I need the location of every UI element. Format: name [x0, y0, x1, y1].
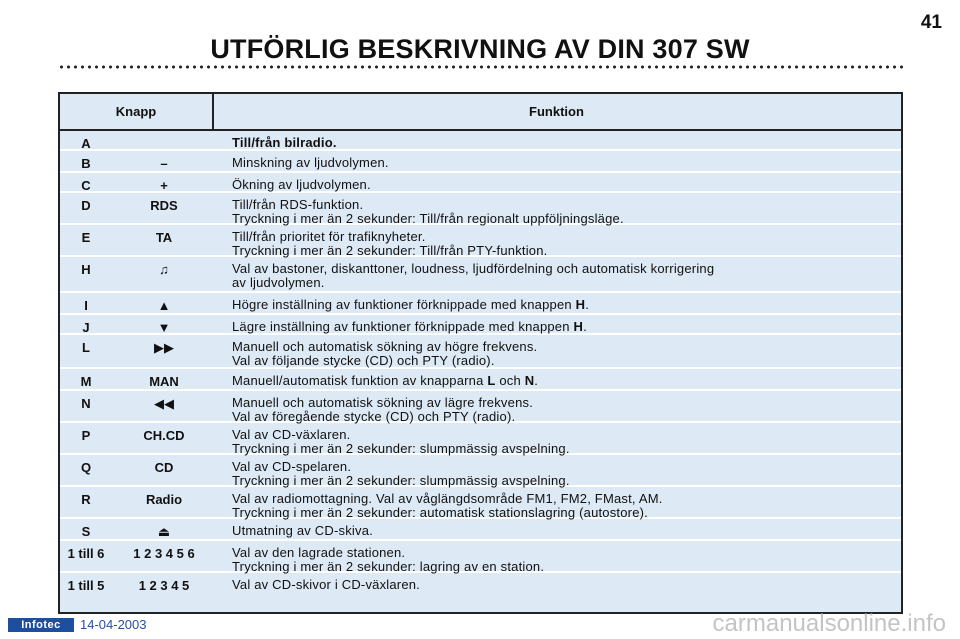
button-symbol: +: [160, 178, 168, 193]
description-line: [232, 546, 895, 560]
description-line: [232, 298, 895, 312]
description-text: .: [585, 297, 590, 312]
function-description: [232, 460, 895, 488]
description-line: [232, 442, 895, 456]
button-letter: N: [81, 396, 91, 411]
description-text: Tryckning i mer än 2 sekunder: slumpmässig avspelning.: [232, 441, 570, 456]
description-line: [232, 506, 895, 520]
button-letter: H: [81, 262, 91, 277]
button-symbol: ▼: [157, 320, 171, 335]
description-text: Till/från bilradio.: [232, 135, 337, 150]
button-symbol: ▲: [157, 298, 171, 313]
button-letter: C: [81, 178, 91, 193]
function-description: [232, 262, 895, 290]
function-description: [232, 340, 895, 368]
description-text: Val av CD-spelaren.: [232, 459, 352, 474]
table-row: [60, 151, 901, 173]
button-letter: L: [82, 340, 90, 355]
description-text: Val av CD-växlaren.: [232, 427, 351, 442]
button-symbol: ◀◀: [154, 396, 174, 411]
dotted-divider: [58, 64, 906, 70]
description-text: och: [495, 373, 525, 388]
description-text: Val av radiomottagning. Val av våglängdsområde FM1, FM2, FMast, AM.: [232, 491, 663, 506]
description-text: Minskning av ljudvolymen.: [232, 155, 389, 170]
table-row: [60, 541, 901, 573]
table-row: [60, 391, 901, 423]
function-description: [232, 396, 895, 424]
button-letter: R: [81, 492, 91, 507]
description-text: Val av föregående stycke (CD) och PTY (radio).: [232, 409, 516, 424]
description-line: [232, 178, 895, 192]
description-line: [232, 262, 895, 276]
description-line: [232, 244, 895, 258]
description-text: Lägre inställning av funktioner förknippade med knappen: [232, 319, 574, 334]
description-line: [232, 136, 895, 150]
table-row: [60, 335, 901, 369]
button-symbol: CH.CD: [143, 428, 185, 443]
function-description: [232, 428, 895, 456]
table-row: [60, 487, 901, 519]
description-text: Högre inställning av funktioner förknippade med knappen: [232, 297, 576, 312]
button-symbol: 1 2 3 4 5 6: [133, 546, 195, 561]
description-line: [232, 320, 895, 334]
infotec-logo: Infotec: [8, 618, 74, 632]
description-line: [232, 374, 895, 388]
description-text: Tryckning i mer än 2 sekunder: Till/från PTY-funktion.: [232, 243, 548, 258]
header-knapp: Knapp: [115, 104, 157, 119]
description-line: [232, 524, 895, 538]
button-letter: M: [80, 374, 92, 389]
button-letter: 1 till 5: [67, 578, 105, 593]
description-line: [232, 560, 895, 574]
table-row: [60, 173, 901, 193]
button-symbol: ♫: [159, 262, 169, 277]
description-line: [232, 156, 895, 170]
table-row: [60, 455, 901, 487]
button-letter: D: [81, 198, 91, 213]
button-letter: E: [81, 230, 91, 245]
page-title: UTFÖRLIG BESKRIVNING AV DIN 307 SW: [210, 34, 750, 64]
description-line: [232, 428, 895, 442]
description-line: [232, 230, 895, 244]
table-row: [60, 369, 901, 391]
description-text: Utmatning av CD-skiva.: [232, 523, 373, 538]
function-description: [232, 230, 895, 258]
button-letter: Q: [80, 460, 92, 475]
button-letter: 1 till 6: [67, 546, 105, 561]
table-row: [60, 193, 901, 225]
description-text: Tryckning i mer än 2 sekunder: slumpmässig avspelning.: [232, 473, 570, 488]
page-number: 41: [920, 12, 942, 33]
button-symbol: –: [160, 156, 168, 171]
function-description: [232, 156, 895, 170]
description-text: Till/från RDS-funktion.: [232, 197, 364, 212]
description-line: [232, 198, 895, 212]
button-letter: S: [81, 524, 91, 539]
table-row: [60, 315, 901, 335]
function-description: [232, 546, 895, 574]
button-letter: J: [82, 320, 90, 335]
function-description: [232, 298, 895, 312]
button-symbol: 1 2 3 4 5: [138, 578, 190, 593]
button-function-table: [58, 92, 903, 614]
description-text: Val av följande stycke (CD) och PTY (radio).: [232, 353, 495, 368]
button-symbol: TA: [155, 230, 173, 245]
description-text: Val av bastoner, diskanttoner, loudness, ljudfördelning och automatisk korrigering: [232, 261, 715, 276]
button-letter: I: [84, 298, 88, 313]
description-line: [232, 212, 895, 226]
button-letter: P: [81, 428, 91, 443]
description-text: Tryckning i mer än 2 sekunder: Till/från regionalt uppföljningsläge.: [232, 211, 624, 226]
button-symbol: ▶▶: [154, 340, 174, 355]
description-line: [232, 460, 895, 474]
function-description: [232, 374, 895, 388]
function-description: [232, 320, 895, 334]
function-description: [232, 178, 895, 192]
description-text: Ökning av ljudvolymen.: [232, 177, 371, 192]
description-text: Manuell/automatisk funktion av knapparna: [232, 373, 488, 388]
button-symbol: Radio: [145, 492, 183, 507]
table-row: [60, 519, 901, 541]
watermark: carmanualsonline.info: [712, 610, 946, 637]
description-line: [232, 474, 895, 488]
button-symbol: MAN: [149, 374, 179, 389]
description-text: H: [573, 319, 584, 334]
button-symbol: RDS: [150, 198, 178, 213]
table-row: [60, 257, 901, 293]
function-description: [232, 524, 895, 538]
description-text: N: [524, 373, 535, 388]
description-line: [232, 396, 895, 410]
description-text: Val av CD-skivor i CD-växlaren.: [232, 577, 420, 592]
function-description: [232, 136, 895, 150]
header-funktion: Funktion: [529, 104, 584, 119]
description-text: av ljudvolymen.: [232, 275, 325, 290]
description-text: .: [534, 373, 539, 388]
description-text: Manuell och automatisk sökning av högre frekvens.: [232, 339, 538, 354]
table-row: [60, 293, 901, 315]
function-description: [232, 198, 895, 226]
button-symbol: CD: [154, 460, 174, 475]
table-row: [60, 225, 901, 257]
description-text: Tryckning i mer än 2 sekunder: automatisk stationslagring (autostore).: [232, 505, 648, 520]
button-symbol: ⏏: [157, 524, 171, 539]
description-text: H: [575, 297, 586, 312]
description-line: [232, 340, 895, 354]
description-text: .: [583, 319, 587, 334]
description-line: [232, 276, 895, 290]
function-description: [232, 492, 895, 520]
table-row: [60, 131, 901, 151]
description-text: Manuell och automatisk sökning av lägre frekvens.: [232, 395, 534, 410]
description-line: [232, 410, 895, 424]
description-line: [232, 354, 895, 368]
table-row: [60, 423, 901, 455]
footer-date: 14-04-2003: [80, 617, 147, 632]
description-text: Tryckning i mer än 2 sekunder: lagring av en station.: [232, 559, 545, 574]
function-description: [232, 578, 895, 592]
description-text: Val av den lagrade stationen.: [232, 545, 406, 560]
description-line: [232, 578, 895, 592]
button-letter: B: [81, 156, 91, 171]
description-text: Till/från prioritet för trafiknyheter.: [232, 229, 426, 244]
description-text: L: [487, 373, 496, 388]
button-letter: A: [81, 136, 91, 151]
description-line: [232, 492, 895, 506]
table-row: [60, 573, 901, 605]
